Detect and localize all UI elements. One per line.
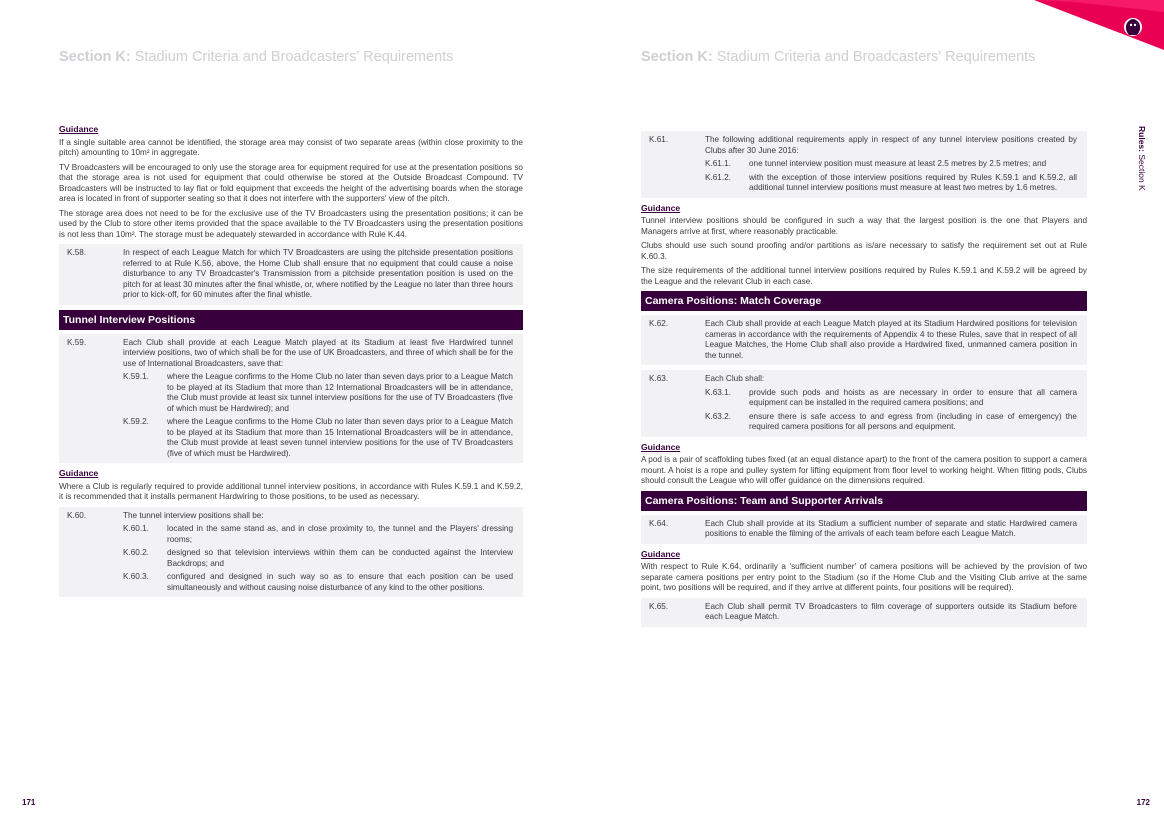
rule-text: Each Club shall provide at each League Match played at its Stadium Hardwired positions for television cameras in accordance with the requirements of Appendix 4 to these Rules, save that in respect of all League Matches, the Home Club shall also provide a Hardwired fixed, unmanned camera position in the tunnel. bbox=[705, 319, 1077, 360]
rule-number: K.59. bbox=[67, 337, 87, 347]
rule-text: Each Club shall: bbox=[705, 374, 765, 383]
guidance-label: Guidance bbox=[641, 548, 681, 559]
guidance-paragraph: The storage area does not need to be for the exclusive use of the TV Broadcasters using the presentation positions; it can be used by the Club to store other items provided that the space available to the TV Broadcasters using the presentation positions is not less than 10m². The storage must be adequately stewarded in accordance with Rule K.44. bbox=[59, 208, 523, 239]
rule-text: Each Club shall provide at its Stadium a sufficient number of separate and static Hardwired camera positions to enable the filming of the arrivals of each team before each League Match. bbox=[705, 518, 1077, 538]
section-title-right: Section K: Stadium Criteria and Broadcasters' Requirements bbox=[641, 49, 1036, 65]
rule-text: The tunnel interview positions shall be: bbox=[123, 510, 264, 520]
rule-number: K.58. bbox=[67, 248, 87, 257]
right-content bbox=[641, 128, 1087, 632]
guidance-paragraph: Clubs should use such sound proofing and/or partitions as is/are necessary to satisfy the requirement set out at Rule K.60.3. bbox=[641, 241, 1087, 261]
rule-text: Each Club shall provide at each League Match played at its Stadium at least five Hardwired tunnel interview positions, two of which shall be for the use of UK Broadcasters, and three of which shall be for the use of International Broadcasters, save that: bbox=[123, 337, 513, 368]
sub-rule-k60-3: K.60.3. configured and designed in such way so as to ensure that each position can be used simultaneously and without causing noise disturbance of any kind to the other positions. bbox=[123, 572, 513, 592]
sub-rule-k63-2: K.63.2. ensure there is safe access to and egress from (including in case of emergency) the required camera positions for all persons and equipment. bbox=[705, 411, 1077, 431]
page-number-right: 172 bbox=[1136, 798, 1150, 807]
rule-k65 bbox=[641, 598, 1087, 627]
section-title-left: Section K: Stadium Criteria and Broadcasters' Requirements bbox=[59, 49, 454, 65]
guidance-label: Guidance bbox=[59, 468, 99, 478]
rule-k63 bbox=[641, 370, 1087, 437]
guidance-label: Guidance bbox=[59, 124, 99, 134]
side-tab-rules-section-k: Rules: Section K bbox=[1137, 126, 1147, 191]
sub-rule-k60-2: K.60.2. designed so that television interviews within them can be conducted against the Interview Backdrops; and bbox=[123, 548, 513, 568]
heading-camera-positions-arrivals: Camera Positions: Team and Supporter Arrivals bbox=[641, 491, 1087, 511]
rule-k64 bbox=[641, 515, 1087, 544]
rule-text: In respect of each League Match for which TV Broadcasters are using the pitchside presentation positions referred to at Rule K.56, above, the Home Club shall ensure that no equipment that could cause a noise disturbance to any TV Broadcaster's Transmission from a pitchside presentation position is used on the pitch for at least 30 minutes after the final whistle, or, where notified by the League no later than three hours prior to kick-off, for 60 minutes after the final whistle. bbox=[123, 248, 513, 299]
guidance-paragraph: The size requirements of the additional tunnel interview positions required by Rules K.59.1 and K.59.2 will be agreed by the League and the relevant Club in each case. bbox=[641, 266, 1087, 286]
guidance-paragraph: A pod is a pair of scaffolding tubes fixed (at an equal distance apart) to the front of the camera position to support a camera mount. A hoist is a rope and pulley system for lifting equipment from floor level to working height. When fitting pods, Clubs should consult the League who will offer guidance on the dimensions required. bbox=[641, 455, 1087, 485]
guidance-paragraph: TV Broadcasters will be encouraged to only use the storage area for equipment required for use at the presentation positions so that the storage area is not used for equipment that could otherwise be stored at the Outside Broadcast Compound. TV Broadcasters will be instructed to lay flat or fold equipment that exceeds the height of the advertising boards when the storage area is located in front of supporter seating so that it does not interfere with the supporters' view of the pitch. bbox=[59, 162, 523, 203]
rule-k58 bbox=[59, 244, 523, 305]
guidance-paragraph: Where a Club is regularly required to provide additional tunnel interview positions, in accordance with Rules K.59.1 and K.59.2, it is recommended that it installs permanent Hardwiring to those positions, to be used as necessary. bbox=[59, 481, 523, 501]
rule-number: K.60. bbox=[67, 510, 87, 520]
rule-k59 bbox=[59, 334, 523, 464]
premier-league-lion-icon bbox=[1122, 13, 1144, 41]
page-number-left: 171 bbox=[22, 798, 36, 807]
rule-number: K.63. bbox=[649, 374, 669, 383]
rule-number: K.64. bbox=[649, 518, 669, 528]
sub-rule-k60-1: K.60.1. located in the same stand as, and in close proximity to, the tunnel and the Players' dressing rooms; bbox=[123, 524, 513, 544]
sub-rule-k61-1: K.61.1. one tunnel interview position must measure at least 2.5 metres by 2.5 metres; and bbox=[705, 159, 1047, 168]
sub-rule-k63-1: K.63.1. provide such pods and hoists as are necessary in order to ensure that all camera equipment can be installed in the required camera positions; and bbox=[705, 387, 1077, 407]
rule-k62 bbox=[641, 315, 1087, 365]
heading-tunnel-interview-positions: Tunnel Interview Positions bbox=[59, 310, 523, 330]
rule-number: K.65. bbox=[649, 601, 669, 611]
guidance-label: Guidance bbox=[641, 441, 681, 452]
rule-text: The following additional requirements apply in respect of any tunnel interview positions created by Clubs after 30 June 2016: bbox=[705, 135, 1077, 155]
rule-k60 bbox=[59, 507, 523, 598]
left-content bbox=[59, 124, 523, 602]
guidance-paragraph: If a single suitable area cannot be identified, the storage area may consist of two separate areas (within close proximity to the pitch) amounting to 10m² in aggregate. bbox=[59, 137, 523, 157]
sub-rule-k59-1: K.59.1. where the League confirms to the Home Club no later than seven days prior to a League Match to be played at its Stadium that more than 12 International Broadcasters will be in attendance, the Club must provide at least six tunnel interview positions for the use of TV Broadcasters (five of which must be Hardwired); and bbox=[123, 372, 513, 413]
guidance-paragraph: Tunnel interview positions should be configured in such a way that the largest position is the one that Players and Managers arrive at first, where reasonably practicable. bbox=[641, 216, 1087, 236]
rule-k61 bbox=[641, 131, 1087, 198]
right-page bbox=[582, 0, 1164, 826]
sub-rule-k59-2: K.59.2. where the League confirms to the Home Club no later than seven days prior to a League Match to be played at its Stadium that more than 15 International Broadcasters will be in attendance, the Club must provide at least seven tunnel interview positions for the use of TV Broadcasters (five of which must be Hardwired). bbox=[123, 417, 513, 458]
heading-camera-positions-match-coverage: Camera Positions: Match Coverage bbox=[641, 291, 1087, 311]
sub-rule-k61-2: K.61.2. with the exception of those interview positions required by Rules K.59.1 and K.59.2, all additional tunnel interview positions must measure at least two metres by 1.6 metres. bbox=[705, 172, 1077, 192]
guidance-paragraph: With respect to Rule K.64, ordinarily a 'sufficient number' of camera positions will be achieved by the provision of two separate camera positions per entry point to the Stadium (so if the Home Club and the Visiting Club arrive at the same point, two positions will be required, and if they arrive at different points, four positions will be required). bbox=[641, 562, 1087, 592]
guidance-label: Guidance bbox=[641, 202, 681, 213]
rule-number: K.61. bbox=[649, 135, 669, 144]
rule-number: K.62. bbox=[649, 319, 669, 328]
rule-text: Each Club shall permit TV Broadcasters to film coverage of supporters outside its Stadium before each League Match. bbox=[705, 601, 1077, 621]
